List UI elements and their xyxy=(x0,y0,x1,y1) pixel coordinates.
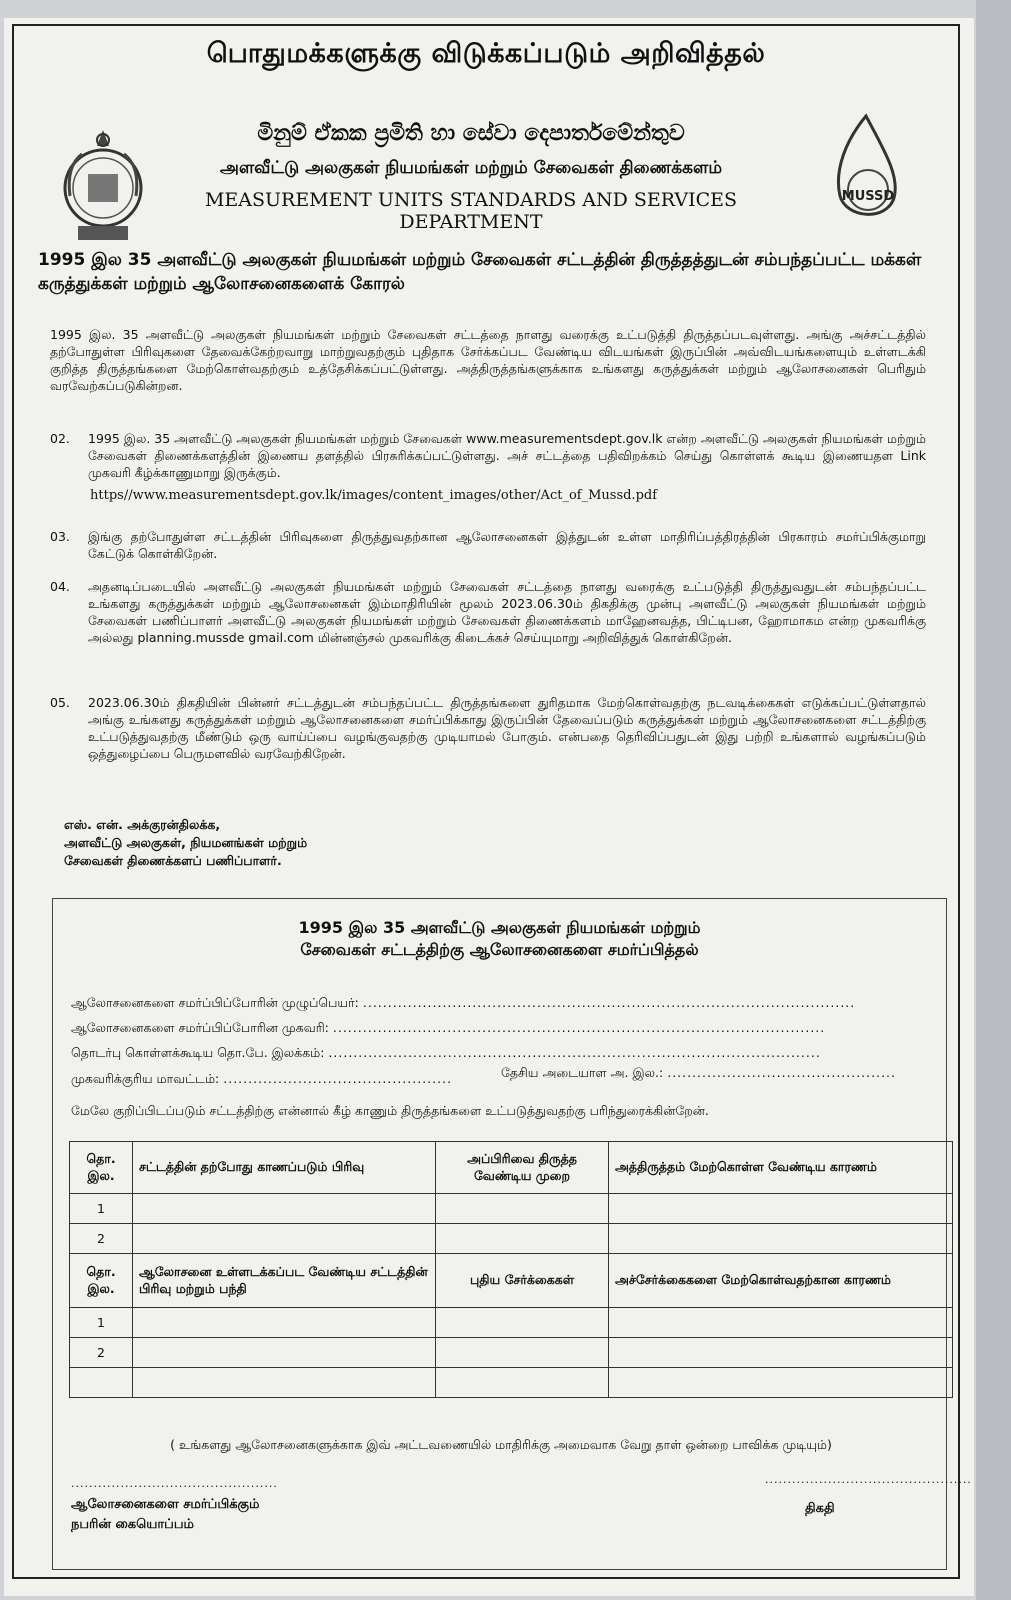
paragraph-text: 2023.06.30ம் திகதியின் பின்னர் சட்டத்துடன் சம்பந்தப்பட்ட திருத்தங்களை துரிதமாக மேற்கொள்வதற்கு நடவடிக்கைகள் எடுக்கப்பட்டுள்ளதால் அங்கு உங்களது கருத்துக்கள் மற்றும் ஆலோசனைகளை சமர்ப்பிக்காது இருப்பின் தேவைப்படும் கருத்துக்கள் மற்றும் ஆலோசனைகளை சட்டத்திற்கு உட்படுத்துவதற்கு மீண்டும் ஒரு வாய்ப்பை வழங்குவதற்கு முடியாமல் போகும். என்பதை தெரிவிப்பதுடன் இது பற்றி உங்களால் வழங்கப்படும் ஒத்துழைப்பை பெருமளவில் வரவேற்கிறேன். xyxy=(88,695,926,761)
row-number: 1 xyxy=(70,1308,133,1338)
table-row xyxy=(70,1338,953,1368)
field-label: தேசிய அடையாள அ. இல.: xyxy=(501,1065,664,1080)
paragraph-number: 03. xyxy=(50,529,70,544)
signature-line[interactable]: .............................................. xyxy=(71,1477,278,1490)
department-name-tamil: அளவீட்டு அலகுகள் நியமங்கள் மற்றும் சேவைகள் திணைக்களம் xyxy=(219,158,723,178)
table-cell[interactable] xyxy=(133,1308,436,1338)
national-emblem-icon xyxy=(60,126,146,250)
department-name-english: MEASUREMENT UNITS STANDARDS AND SERVICES DEPARTMENT xyxy=(204,189,738,233)
column-header: புதிய சேர்க்கைகள் xyxy=(436,1254,609,1308)
column-header: அச்சேர்க்கைகளை மேற்கொள்வதற்கான காரணம் xyxy=(609,1254,953,1308)
phone-field[interactable] xyxy=(71,1045,821,1062)
row-number: 2 xyxy=(70,1224,133,1254)
row-number: 2 xyxy=(70,1338,133,1368)
table-header-row xyxy=(70,1254,953,1308)
paragraph-number: 05. xyxy=(50,695,70,710)
table-cell[interactable] xyxy=(436,1368,609,1398)
field-label: தொடர்பு கொள்ளக்கூடிய தொ.பே. இலக்கம்: xyxy=(71,1045,325,1060)
full-name-field[interactable] xyxy=(71,995,855,1012)
table-cell[interactable] xyxy=(133,1224,436,1254)
table-cell[interactable] xyxy=(609,1224,953,1254)
table-row xyxy=(70,1224,953,1254)
form-title-line: சேவைகள் சட்டத்திற்கு ஆலோசனைகளை சமர்ப்பித்தல் xyxy=(300,940,699,959)
table-cell[interactable] xyxy=(609,1368,953,1398)
submission-form xyxy=(52,898,972,1570)
column-header: தொ. இல. xyxy=(70,1254,133,1308)
nic-field[interactable] xyxy=(501,1065,896,1082)
mussd-logo-icon xyxy=(826,110,906,228)
paragraph-text: இங்கு தற்போதுள்ள சட்டத்தின் பிரிவுகளை திருத்துவதற்கான ஆலோசனைகள் இத்துடன் உள்ள மாதிரிப்பத்திரத்தின் பிரகாரம் சமர்ப்பிக்குமாறு கேட்டுக் கொள்கிறேன். xyxy=(88,529,926,561)
table-cell[interactable] xyxy=(609,1194,953,1224)
table-row xyxy=(70,1368,953,1398)
public-notice xyxy=(12,24,972,1579)
field-label: ஆலோசனைகளை சமர்ப்பிப்போரின் முழுப்பெயர்: xyxy=(71,995,359,1010)
column-header: தொ. இல. xyxy=(70,1142,133,1194)
table-cell[interactable] xyxy=(133,1368,436,1398)
table-cell[interactable] xyxy=(609,1338,953,1368)
paragraph-text: 1995 இல. 35 அளவீட்டு அலகுகள் நியமங்கள் மற்றும் சேவைகள் சட்டத்தை நாளது வரைக்கு உட்படுத்தி திருத்தப்படவுள்ளது. அங்கு அச்சட்டத்தில் தற்போதுள்ள பிரிவுகளை தேவைக்கேற்றவாறு மாற்றுவதற்கும் புதிதாக சேர்க்கப்பட வேண்டிய விடயங்கள் இருப்பின் அவ்விடயங்களையும் உள்ளடக்கி குறித்த திருத்தங்களை மேற்கொள்வதற்கும் உத்தேசிக்கப்பட்டுள்ளது. அத்திருத்தங்களுக்காக உங்களது கருத்துக்கள் மற்றும் ஆலோசனைகள் பெரிதும் வரவேற்கப்படுகின்றன. xyxy=(50,327,926,393)
signatory-name: எஸ். என். அக்குரன்திலக்க, xyxy=(64,817,221,832)
signatory-title: சேவைகள் திணைக்களப் பணிப்பாளர். xyxy=(64,853,282,868)
column-header: சட்டத்தின் தற்போது காணப்படும் பிரிவு xyxy=(133,1142,436,1194)
adjacent-page-edge xyxy=(976,0,1011,1600)
paragraph-text: 1995 இல. 35 அளவீட்டு அலகுகள் நியமங்கள் மற்றும் சேவைகள் www.measurementsdept.gov.lk என்ற அளவீட்டு அலகுகள் நியமங்கள் மற்றும் சேவைகள் திணைக்களத்தின் இணைய தளத்தில் பிரசுரிக்கப்பட்டுள்ளது. அச் சட்டத்தை பதிவிறக்கம் செய்து கொள்ளக் கூடிய இணையதள Link முகவரி கீழ்க்காணுமாறு இருக்கும். xyxy=(88,431,926,480)
address-field[interactable] xyxy=(71,1020,825,1037)
act-download-link[interactable]: https//www.measurementsdept.gov.lk/images/content_images/other/Act_of_Mussd.pdf xyxy=(90,488,658,503)
table-row xyxy=(70,1194,953,1224)
table-cell[interactable] xyxy=(609,1308,953,1338)
form-title-line: 1995 இல 35 அளவீட்டு அலகுகள் நியமங்கள் மற்றும் xyxy=(298,918,701,937)
field-blank: ................................................................................................... xyxy=(362,995,856,1010)
column-header: அப்பிரிவை திருத்த வேண்டிய முறை xyxy=(436,1142,609,1194)
notice-headline: பொதுமக்களுக்கு விடுக்கப்படும் அறிவித்தல் xyxy=(206,38,766,69)
recommendation-statement: மேலே குறிப்பிடப்படும் சட்டத்திற்கு என்னால் கீழ் காணும் திருத்தங்களை உட்படுத்துவதற்கு பரிந்துரைக்கின்றேன். xyxy=(71,1103,709,1118)
table-cell[interactable] xyxy=(436,1194,609,1224)
paragraph-text: அதனடிப்படையில் அளவீட்டு அலகுகள் நியமங்கள் மற்றும் சேவைகள் சட்டத்தை நாளது வரைக்கு உட்படுத்தி திருத்துவதுடன் சம்பந்தப்பட்ட உங்களது கருத்துக்கள் மற்றும் ஆலோசனைகள் இம்மாதிரியின் மூலம் 2023.06.30ம் திகதிக்கு முன்பு அளவீட்டு அலகுகள் நியமங்கள் மற்றும் சேவைகள் பணிப்பாளர் அளவீட்டு அலகுகள் நியமங்கள் மற்றும் சேவைகள் திணைக்களம் மாஹேனவத்த, பிட்டிபன, ஹோமாகம என்ற முகவரிக்கு அல்லது planning.mussde gmail.com மின்னஞ்சல் முகவரிக்கு கிடைக்கச் செய்யுமாறு அறிவித்துக் கொள்கிறேன். xyxy=(88,579,926,645)
paragraph-4 xyxy=(50,578,926,646)
field-label: ஆலோசனைகளை சமர்ப்பிப்போரின முகவரி: xyxy=(71,1020,329,1035)
paragraph-number: 02. xyxy=(50,431,70,446)
field-blank: .............................................. xyxy=(223,1071,453,1086)
paragraph-1 xyxy=(50,326,926,394)
form-title xyxy=(53,917,946,961)
row-number: 1 xyxy=(70,1194,133,1224)
notice-subject: 1995 இல 35 அளவீட்டு அலகுகள் நியமங்கள் மற்றும் சேவைகள் சட்டத்தின் திருத்தத்துடன் சம்பந்தப்பட்ட மக்கள் கருத்துக்கள் மற்றும் ஆலோசனைகளைக் கோரல் xyxy=(38,250,922,294)
field-blank: .............................................. xyxy=(667,1065,896,1080)
amendments-table xyxy=(69,1141,953,1398)
logo-text: MUSSD xyxy=(841,189,895,204)
date-label: திகதி xyxy=(805,1501,835,1516)
signatory-title: அளவீட்டு அலகுகள், நியமனங்கள் மற்றும் xyxy=(64,835,308,850)
table-header-row xyxy=(70,1142,953,1194)
column-header: அத்திருத்தம் மேற்கொள்ள வேண்டிய காரணம் xyxy=(609,1142,953,1194)
field-blank: ................................................................................................... xyxy=(332,1020,826,1035)
signatory-block xyxy=(64,816,307,870)
table-cell[interactable] xyxy=(436,1338,609,1368)
table-cell[interactable] xyxy=(436,1308,609,1338)
column-header: ஆலோசனை உள்ளடக்கப்பட வேண்டிய சட்டத்தின் பிரிவு மற்றும் பந்தி xyxy=(133,1254,436,1308)
table-cell[interactable] xyxy=(133,1338,436,1368)
date-line[interactable]: .............................................. xyxy=(765,1473,972,1486)
signature-label xyxy=(71,1495,259,1535)
table-cell[interactable] xyxy=(436,1224,609,1254)
field-label: முகவரிக்குரிய மாவட்டம்: xyxy=(71,1071,220,1086)
signature-label-line: நபரின் கையொப்பம் xyxy=(71,1517,194,1532)
newspaper-page xyxy=(4,18,974,1596)
department-name-sinhala: මිනුම් ඒකක ප්‍රමිති හා සේවා දෙපාර්තමේන්තුව xyxy=(257,121,685,146)
paragraph-3 xyxy=(50,528,926,562)
paragraph-number: 04. xyxy=(50,579,70,594)
row-number xyxy=(70,1368,133,1398)
table-row xyxy=(70,1308,953,1338)
field-blank: ................................................................................................... xyxy=(328,1045,821,1060)
district-field[interactable] xyxy=(71,1071,452,1088)
signature-label-line: ஆலோசனைகளை சமர்ப்பிக்கும் xyxy=(71,1497,260,1512)
paragraph-5 xyxy=(50,694,926,762)
paragraph-2 xyxy=(50,430,926,481)
table-cell[interactable] xyxy=(133,1194,436,1224)
form-footnote: ( உங்களது ஆலோசனைகளுக்காக இவ் அட்டவணையில் மாதிரிக்கு அமைவாக வேறு தாள் ஒன்றை பாவிக்க முடியும்) xyxy=(170,1437,832,1452)
